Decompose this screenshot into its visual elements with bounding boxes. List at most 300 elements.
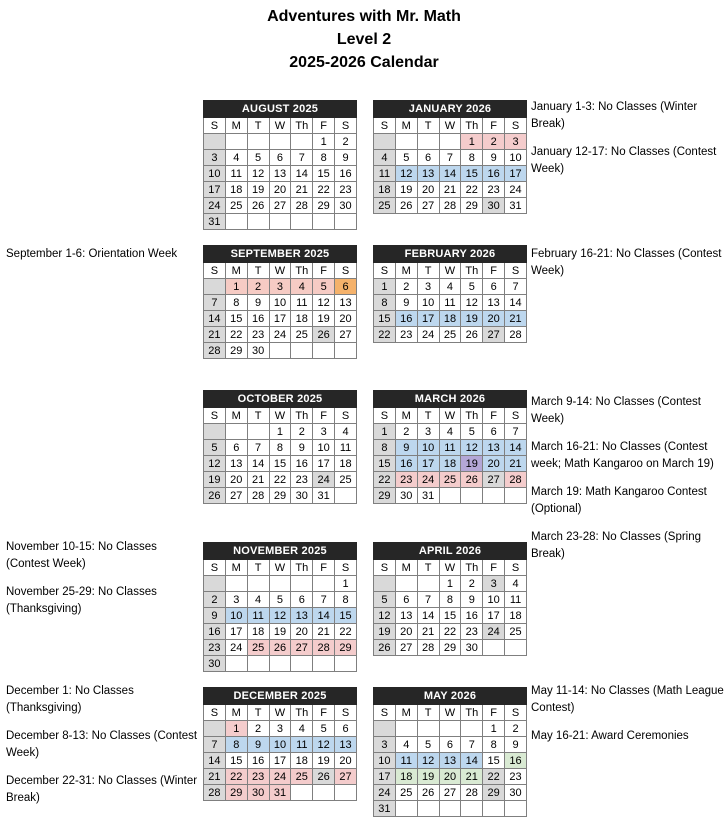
day-cell: 19 [461, 456, 483, 472]
empty-cell [247, 214, 269, 230]
day-cell: 27 [291, 640, 313, 656]
day-cell: 1 [439, 576, 461, 592]
empty-cell [439, 721, 461, 737]
day-cell: 28 [505, 327, 527, 343]
weekday-header: S [335, 263, 357, 279]
day-cell: 22 [335, 624, 357, 640]
day-cell: 13 [417, 166, 439, 182]
empty-cell [335, 785, 357, 801]
day-cell: 3 [374, 737, 396, 753]
day-cell: 15 [225, 753, 247, 769]
day-cell: 7 [505, 279, 527, 295]
weekday-header: F [313, 560, 335, 576]
day-cell: 12 [313, 737, 335, 753]
day-cell: 2 [291, 424, 313, 440]
day-cell: 10 [505, 150, 527, 166]
day-cell: 22 [461, 182, 483, 198]
day-cell: 6 [439, 737, 461, 753]
calendar-april-2026 [373, 542, 529, 656]
empty-cell [335, 656, 357, 672]
empty-cell [395, 134, 417, 150]
weekday-header: F [483, 408, 505, 424]
day-cell: 16 [461, 608, 483, 624]
empty-cell [313, 785, 335, 801]
empty-cell [247, 576, 269, 592]
day-cell: 28 [247, 488, 269, 504]
day-cell: 29 [483, 785, 505, 801]
day-cell: 19 [204, 472, 226, 488]
month-title: OCTOBER 2025 [204, 391, 357, 408]
calendar-note: November 10-15: No Classes (Contest Week) [6, 541, 157, 570]
day-cell: 27 [417, 198, 439, 214]
day-cell: 17 [374, 769, 396, 785]
day-cell: 24 [417, 472, 439, 488]
calendar-note: March 23-28: No Classes (Spring Break) [531, 531, 702, 560]
day-cell: 30 [247, 785, 269, 801]
weekday-header: Th [291, 118, 313, 134]
day-cell: 19 [461, 311, 483, 327]
day-cell: 17 [417, 311, 439, 327]
day-cell: 2 [483, 134, 505, 150]
day-cell: 3 [417, 424, 439, 440]
day-cell: 14 [291, 166, 313, 182]
empty-cell [505, 488, 527, 504]
day-cell: 2 [247, 721, 269, 737]
day-cell: 7 [204, 295, 226, 311]
calendar-table-october-2025 [203, 390, 357, 504]
day-cell: 22 [225, 769, 247, 785]
day-cell: 10 [225, 608, 247, 624]
day-cell: 1 [374, 424, 396, 440]
weekday-header: S [335, 560, 357, 576]
day-cell: 20 [395, 624, 417, 640]
day-cell: 1 [225, 721, 247, 737]
empty-cell [247, 134, 269, 150]
day-cell: 23 [247, 769, 269, 785]
day-cell: 30 [335, 198, 357, 214]
empty-cell [269, 134, 291, 150]
calendar-table-january-2026 [373, 100, 527, 214]
day-cell: 2 [505, 721, 527, 737]
weekday-header: F [313, 705, 335, 721]
empty-cell [505, 640, 527, 656]
day-cell: 23 [505, 769, 527, 785]
empty-cell [439, 801, 461, 817]
empty-cell [483, 488, 505, 504]
empty-cell [247, 424, 269, 440]
weekday-header: W [439, 263, 461, 279]
weekday-header: S [505, 118, 527, 134]
weekday-header: M [225, 408, 247, 424]
day-cell: 18 [291, 311, 313, 327]
calendar-table-may-2026 [373, 687, 527, 817]
day-cell: 20 [417, 182, 439, 198]
empty-cell [247, 656, 269, 672]
day-cell: 16 [204, 624, 226, 640]
day-cell: 2 [204, 592, 226, 608]
day-cell: 18 [395, 769, 417, 785]
month-title: MAY 2026 [374, 688, 527, 705]
day-cell: 15 [269, 456, 291, 472]
day-cell: 7 [417, 592, 439, 608]
day-cell: 30 [247, 343, 269, 359]
calendar-table-april-2026 [373, 542, 527, 656]
calendar-november-2025 [203, 542, 359, 672]
day-cell: 12 [461, 440, 483, 456]
month-title: MARCH 2026 [374, 391, 527, 408]
empty-cell [313, 656, 335, 672]
calendar-table-november-2025 [203, 542, 357, 672]
day-cell: 3 [313, 424, 335, 440]
day-cell: 26 [417, 785, 439, 801]
weekday-header: S [505, 705, 527, 721]
weekday-header: Th [291, 263, 313, 279]
month-title: FEBRUARY 2026 [374, 246, 527, 263]
day-cell: 31 [269, 785, 291, 801]
weekday-header: Th [461, 118, 483, 134]
day-cell: 1 [483, 721, 505, 737]
day-cell: 26 [395, 198, 417, 214]
day-cell: 10 [269, 737, 291, 753]
empty-cell [417, 576, 439, 592]
notes-november [6, 539, 203, 629]
day-cell: 21 [247, 472, 269, 488]
day-cell: 8 [225, 295, 247, 311]
day-cell: 28 [313, 640, 335, 656]
day-cell: 10 [269, 295, 291, 311]
calendar-february-2026 [373, 245, 529, 343]
weekday-header: Th [291, 705, 313, 721]
weekday-header: Th [291, 560, 313, 576]
day-cell: 4 [335, 424, 357, 440]
weekday-header: S [505, 560, 527, 576]
day-cell: 22 [374, 327, 396, 343]
day-cell: 10 [417, 440, 439, 456]
weekday-header: Th [461, 263, 483, 279]
day-cell: 21 [313, 624, 335, 640]
day-cell: 21 [461, 769, 483, 785]
day-cell: 5 [313, 721, 335, 737]
weekday-header: T [247, 705, 269, 721]
month-title: SEPTEMBER 2025 [204, 246, 357, 263]
calendar-note: March 16-21: No Classes (Contest week; Math Kangaroo on March 19) [531, 441, 714, 470]
day-cell: 24 [225, 640, 247, 656]
day-cell: 21 [417, 624, 439, 640]
calendar-august-2025 [203, 100, 359, 230]
day-cell: 14 [204, 753, 226, 769]
calendar-september-2025 [203, 245, 359, 359]
weekday-header: M [395, 560, 417, 576]
day-cell: 3 [204, 150, 226, 166]
weekday-header: T [417, 263, 439, 279]
day-cell: 9 [335, 150, 357, 166]
notes-september [6, 246, 203, 274]
calendar-table-august-2025 [203, 100, 357, 230]
day-cell: 20 [335, 311, 357, 327]
day-cell: 27 [483, 327, 505, 343]
day-cell: 26 [269, 640, 291, 656]
weekday-header: S [374, 263, 396, 279]
weekday-header: S [335, 118, 357, 134]
day-cell: 31 [313, 488, 335, 504]
day-cell: 25 [291, 769, 313, 785]
day-cell: 30 [505, 785, 527, 801]
day-cell: 19 [374, 624, 396, 640]
day-cell: 11 [395, 753, 417, 769]
weekday-header: S [374, 705, 396, 721]
empty-cell [395, 721, 417, 737]
day-cell: 21 [505, 456, 527, 472]
day-cell: 8 [313, 150, 335, 166]
weekday-header: S [374, 118, 396, 134]
day-cell: 18 [335, 456, 357, 472]
day-cell: 7 [439, 150, 461, 166]
empty-cell [291, 134, 313, 150]
day-cell: 27 [483, 472, 505, 488]
day-cell: 24 [204, 198, 226, 214]
notes-december [6, 683, 203, 818]
day-cell: 4 [374, 150, 396, 166]
day-cell: 15 [313, 166, 335, 182]
day-cell: 31 [417, 488, 439, 504]
day-cell: 27 [225, 488, 247, 504]
day-cell: 27 [395, 640, 417, 656]
weekday-header: W [439, 118, 461, 134]
weekday-header: T [247, 408, 269, 424]
weekday-header: M [225, 560, 247, 576]
day-cell: 20 [291, 624, 313, 640]
day-cell: 16 [291, 456, 313, 472]
weekday-header: W [269, 263, 291, 279]
day-cell: 5 [461, 279, 483, 295]
day-cell: 22 [313, 182, 335, 198]
weekday-header: S [204, 705, 226, 721]
day-cell: 6 [483, 424, 505, 440]
weekday-header: F [483, 118, 505, 134]
empty-cell [204, 721, 226, 737]
day-cell: 31 [505, 198, 527, 214]
empty-cell [269, 576, 291, 592]
day-cell: 2 [247, 279, 269, 295]
day-cell: 3 [269, 721, 291, 737]
day-cell: 22 [269, 472, 291, 488]
day-cell: 10 [374, 753, 396, 769]
empty-cell [395, 576, 417, 592]
weekday-header: F [483, 705, 505, 721]
day-cell: 20 [269, 182, 291, 198]
empty-cell [461, 488, 483, 504]
day-cell: 21 [291, 182, 313, 198]
day-cell: 5 [269, 592, 291, 608]
day-cell: 12 [269, 608, 291, 624]
day-cell: 9 [291, 440, 313, 456]
day-cell: 7 [461, 737, 483, 753]
day-cell: 12 [374, 608, 396, 624]
calendar-note: December 1: No Classes (Thanksgiving) [6, 685, 134, 714]
day-cell: 14 [204, 311, 226, 327]
weekday-header: T [417, 408, 439, 424]
day-cell: 29 [374, 488, 396, 504]
weekday-header: F [313, 118, 335, 134]
empty-cell [291, 656, 313, 672]
day-cell: 6 [225, 440, 247, 456]
weekday-header: W [439, 560, 461, 576]
empty-cell [269, 214, 291, 230]
day-cell: 27 [269, 198, 291, 214]
empty-cell [291, 576, 313, 592]
day-cell: 24 [269, 769, 291, 785]
calendar-note: February 16-21: No Classes (Contest Week) [531, 248, 722, 277]
day-cell: 26 [374, 640, 396, 656]
day-cell: 4 [395, 737, 417, 753]
day-cell: 21 [505, 311, 527, 327]
day-cell: 1 [313, 134, 335, 150]
weekday-header: Th [461, 408, 483, 424]
empty-cell [374, 576, 396, 592]
day-cell: 1 [269, 424, 291, 440]
day-cell: 17 [269, 311, 291, 327]
day-cell: 9 [483, 150, 505, 166]
day-cell: 17 [313, 456, 335, 472]
empty-cell [225, 576, 247, 592]
empty-cell [204, 576, 226, 592]
day-cell: 26 [313, 327, 335, 343]
day-cell: 2 [461, 576, 483, 592]
day-cell: 17 [269, 753, 291, 769]
day-cell: 13 [439, 753, 461, 769]
day-cell: 1 [225, 279, 247, 295]
page-title-line3: 2025-2026 Calendar [289, 54, 439, 71]
empty-cell [204, 424, 226, 440]
day-cell: 15 [439, 608, 461, 624]
day-cell: 14 [313, 608, 335, 624]
weekday-header: S [374, 560, 396, 576]
day-cell: 16 [395, 311, 417, 327]
month-title: DECEMBER 2025 [204, 688, 357, 705]
empty-cell [417, 721, 439, 737]
empty-cell [483, 640, 505, 656]
day-cell: 10 [417, 295, 439, 311]
day-cell: 27 [439, 785, 461, 801]
day-cell: 15 [461, 166, 483, 182]
day-cell: 28 [417, 640, 439, 656]
calendar-note: May 16-21: Award Ceremonies [531, 730, 689, 742]
day-cell: 11 [335, 440, 357, 456]
day-cell: 30 [204, 656, 226, 672]
day-cell: 15 [374, 311, 396, 327]
day-cell: 25 [505, 624, 527, 640]
day-cell: 11 [225, 166, 247, 182]
day-cell: 29 [313, 198, 335, 214]
empty-cell [313, 214, 335, 230]
day-cell: 13 [483, 440, 505, 456]
weekday-header: S [335, 705, 357, 721]
day-cell: 7 [204, 737, 226, 753]
day-cell: 26 [461, 327, 483, 343]
day-cell: 17 [505, 166, 527, 182]
day-cell: 8 [269, 440, 291, 456]
month-title: JANUARY 2026 [374, 101, 527, 118]
day-cell: 28 [505, 472, 527, 488]
day-cell: 1 [335, 576, 357, 592]
day-cell: 7 [505, 424, 527, 440]
day-cell: 5 [461, 424, 483, 440]
day-cell: 23 [291, 472, 313, 488]
day-cell: 11 [374, 166, 396, 182]
day-cell: 19 [313, 753, 335, 769]
day-cell: 5 [395, 150, 417, 166]
notes-march [531, 394, 728, 574]
day-cell: 25 [439, 327, 461, 343]
day-cell: 7 [291, 150, 313, 166]
day-cell: 5 [313, 279, 335, 295]
day-cell: 30 [461, 640, 483, 656]
day-cell: 17 [417, 456, 439, 472]
day-cell: 8 [483, 737, 505, 753]
empty-cell [335, 214, 357, 230]
day-cell: 18 [225, 182, 247, 198]
day-cell: 6 [335, 721, 357, 737]
day-cell: 29 [335, 640, 357, 656]
day-cell: 7 [313, 592, 335, 608]
calendar-note: December 22-31: No Classes (Winter Break) [6, 775, 198, 804]
weekday-header: F [313, 408, 335, 424]
weekday-header: F [483, 263, 505, 279]
calendar-march-2026 [373, 390, 529, 504]
day-cell: 10 [483, 592, 505, 608]
day-cell: 8 [439, 592, 461, 608]
day-cell: 19 [417, 769, 439, 785]
calendar-may-2026 [373, 687, 529, 817]
day-cell: 3 [417, 279, 439, 295]
weekday-header: F [313, 263, 335, 279]
day-cell: 4 [291, 279, 313, 295]
calendar-note: November 25-29: No Classes (Thanksgiving) [6, 586, 157, 615]
day-cell: 24 [313, 472, 335, 488]
weekday-header: S [374, 408, 396, 424]
day-cell: 29 [461, 198, 483, 214]
day-cell: 11 [247, 608, 269, 624]
day-cell: 16 [505, 753, 527, 769]
day-cell: 29 [439, 640, 461, 656]
notes-february [531, 246, 728, 291]
day-cell: 23 [483, 182, 505, 198]
weekday-header: Th [461, 705, 483, 721]
day-cell: 13 [269, 166, 291, 182]
day-cell: 3 [483, 576, 505, 592]
day-cell: 18 [505, 608, 527, 624]
day-cell: 5 [374, 592, 396, 608]
day-cell: 20 [483, 311, 505, 327]
day-cell: 31 [374, 801, 396, 817]
day-cell: 13 [395, 608, 417, 624]
calendar-january-2026 [373, 100, 529, 214]
weekday-header: M [225, 705, 247, 721]
day-cell: 9 [505, 737, 527, 753]
weekday-header: W [269, 408, 291, 424]
weekday-header: S [204, 560, 226, 576]
day-cell: 4 [439, 424, 461, 440]
day-cell: 27 [335, 769, 357, 785]
day-cell: 28 [204, 343, 226, 359]
calendar-table-march-2026 [373, 390, 527, 504]
day-cell: 18 [439, 456, 461, 472]
day-cell: 30 [483, 198, 505, 214]
day-cell: 19 [269, 624, 291, 640]
day-cell: 11 [439, 295, 461, 311]
calendar-note: May 11-14: No Classes (Math League Contest) [531, 685, 724, 714]
day-cell: 29 [225, 343, 247, 359]
